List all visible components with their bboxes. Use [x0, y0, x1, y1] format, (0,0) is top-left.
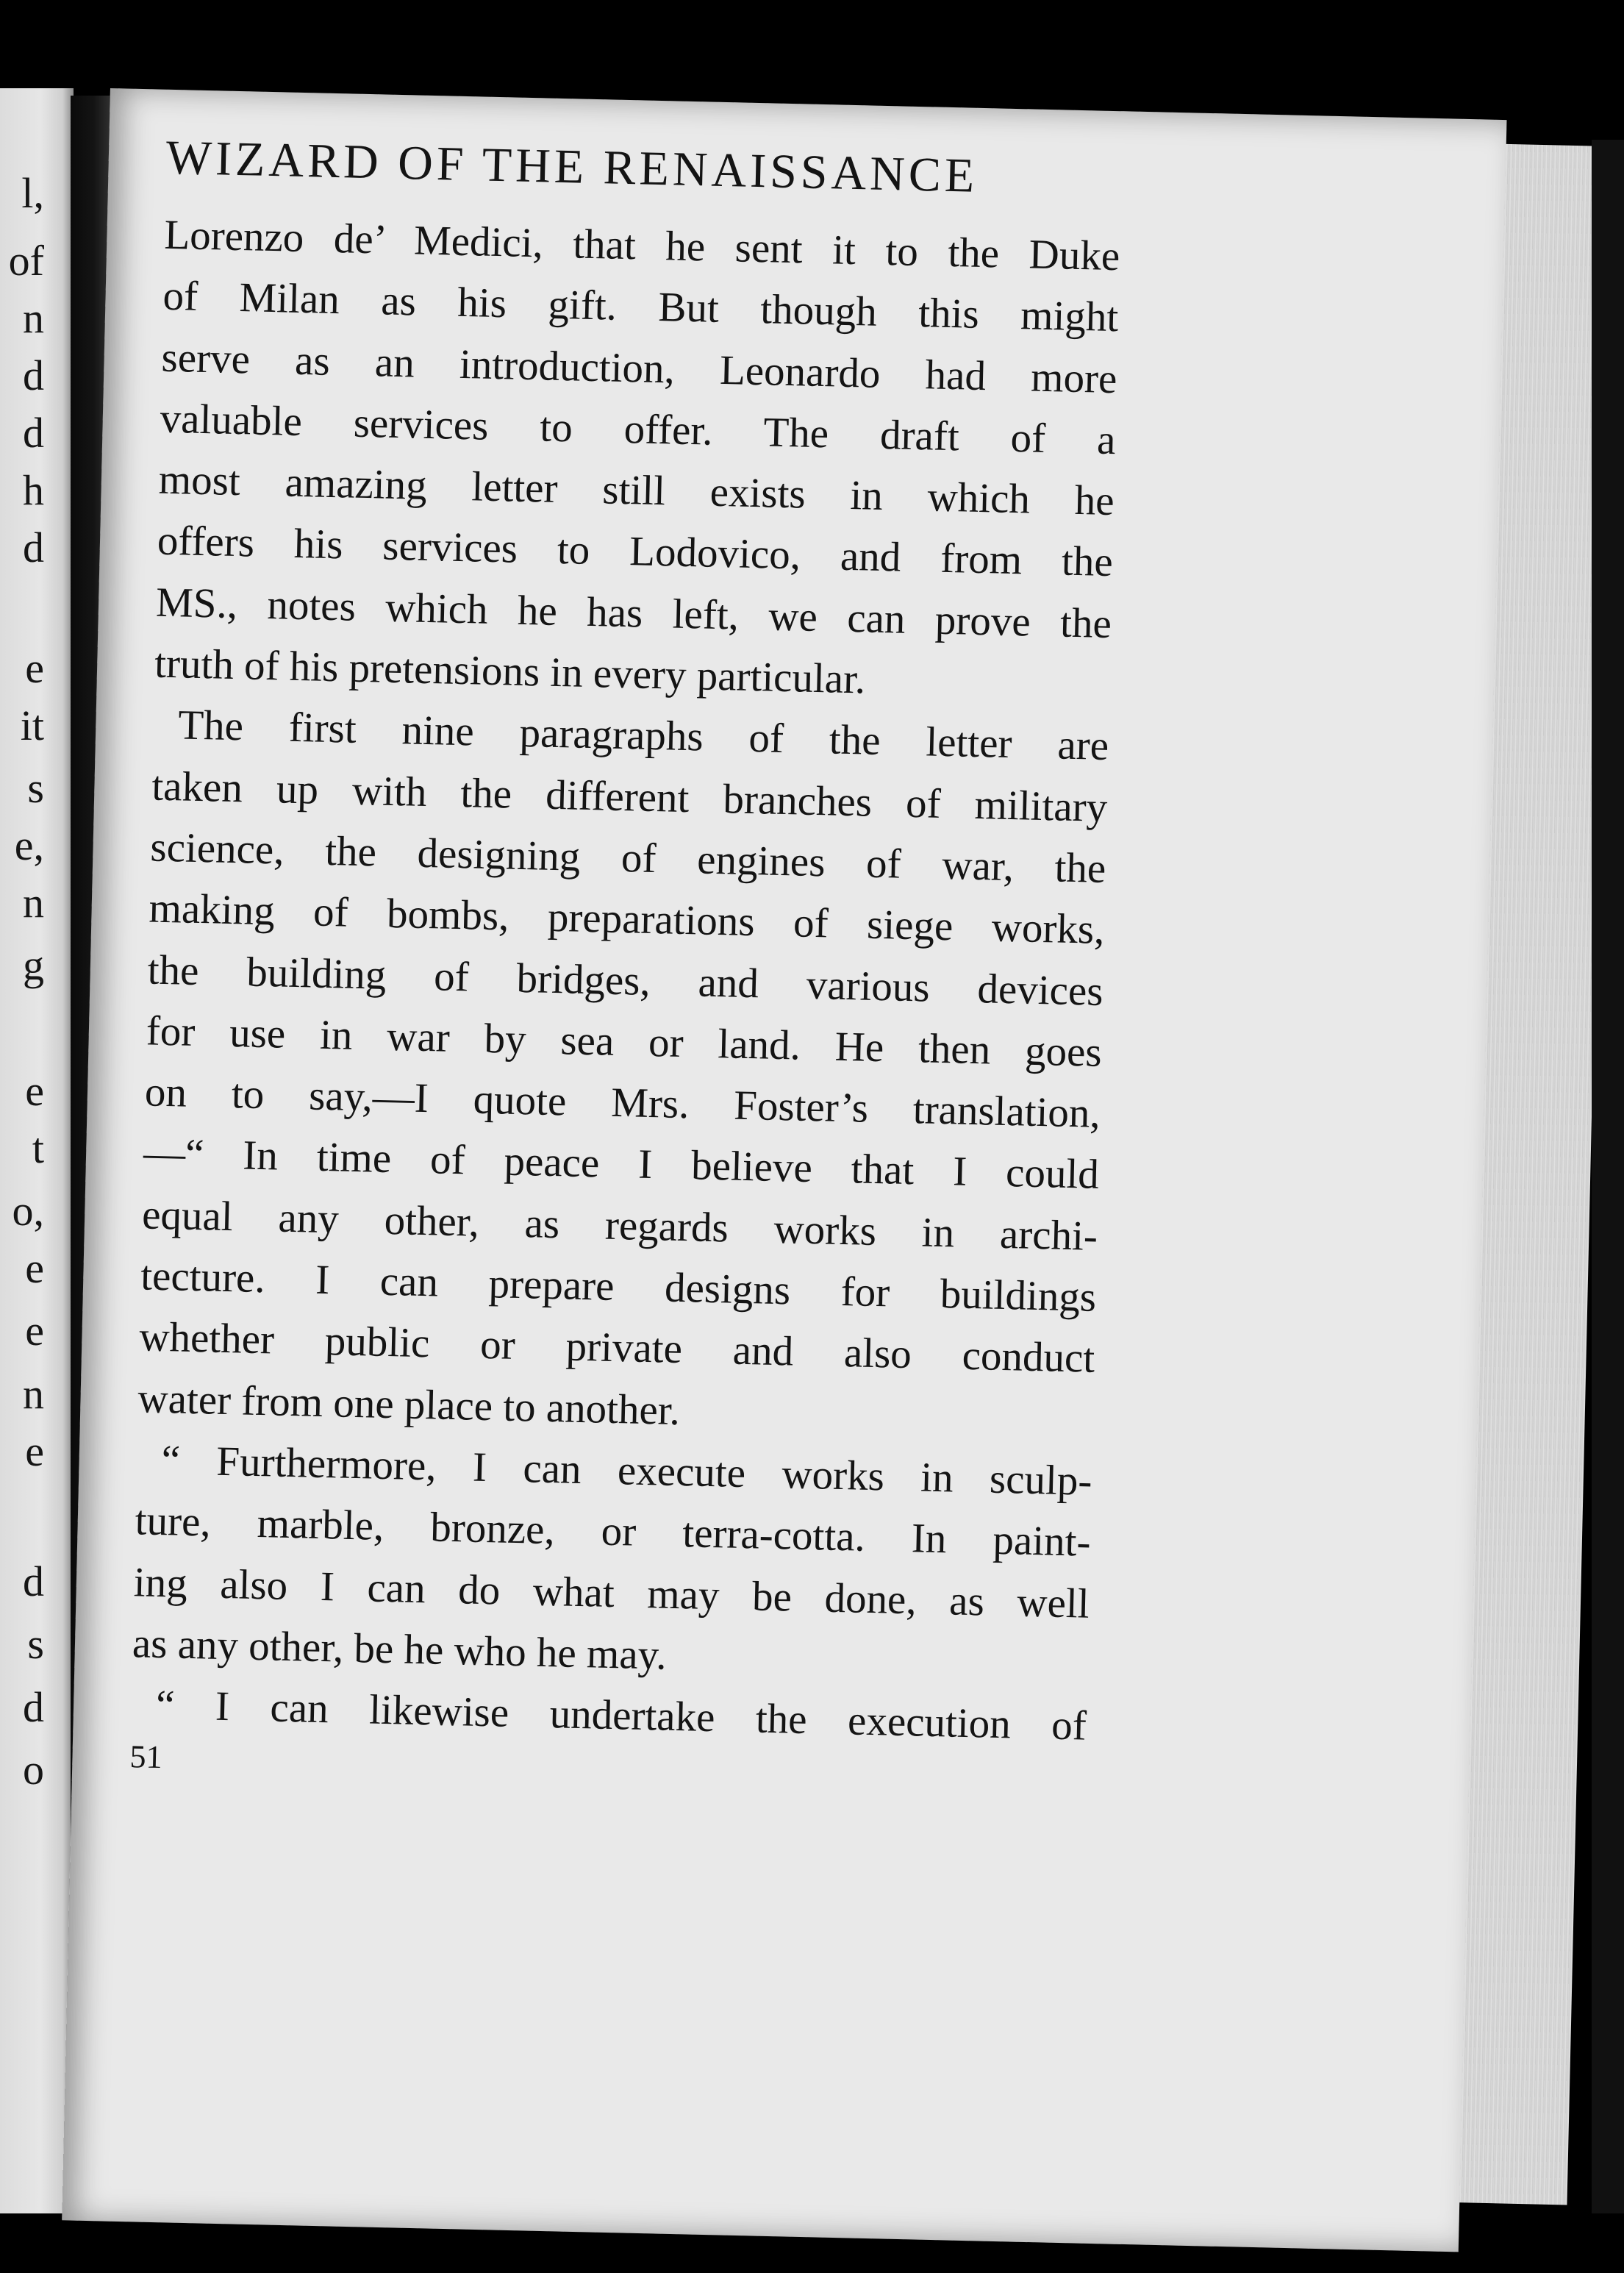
text-line: whether public or private and also conduct — [138, 1313, 1095, 1382]
running-head: WIZARD OF THE RENAISSANCE — [165, 130, 979, 203]
previous-page-text-fragment: d — [23, 524, 44, 572]
text-line: “ I can likewise undertake the execution of — [155, 1682, 1087, 1749]
text-line: most amazing letter still exists in which he — [158, 456, 1115, 525]
previous-page-text-fragment: d — [23, 409, 44, 457]
text-line: “ Furthermore, I can execute works in sculp- — [160, 1437, 1093, 1505]
previous-page-text-fragment: e — [25, 1427, 44, 1475]
previous-page-text-fragment: e — [25, 643, 44, 692]
previous-page-text-fragment: n — [23, 294, 44, 342]
book-page — [62, 88, 1506, 2252]
previous-page-text-fragment: e — [25, 1307, 44, 1355]
text-line: —“ In time of peace I believe that I could — [143, 1130, 1100, 1199]
text-line: for use in war by sea or land. He then goes — [146, 1007, 1103, 1076]
previous-page-text-fragment: g — [23, 941, 44, 990]
previous-page-text-fragment: it — [20, 701, 44, 749]
previous-page-text-fragment: t — [32, 1124, 44, 1172]
text-line: the building of bridges, and various devices — [147, 946, 1104, 1015]
text-line: on to say,—I quote Mrs. Foster’s translation, — [144, 1068, 1101, 1138]
text-line: truth of his pretensions in every particular. — [154, 640, 866, 703]
previous-page-text-fragment: l, — [21, 168, 44, 217]
background-right — [1592, 140, 1624, 2213]
text-line: equal any other, as regards works in archi- — [141, 1191, 1098, 1260]
text-line: ing also I can do what may be done, as well — [133, 1558, 1090, 1627]
previous-page-text-fragment: e — [25, 1066, 44, 1115]
previous-page-edge — [0, 88, 74, 2213]
text-line: making of bombs, preparations of siege works, — [148, 885, 1106, 954]
text-line: serve as an introduction, Leonardo had more — [161, 334, 1118, 402]
previous-page-text-fragment: o — [23, 1745, 44, 1794]
previous-page-text-fragment: d — [23, 1683, 44, 1731]
page-text-block — [129, 130, 1122, 1795]
text-line: taken up with the different branches of military — [151, 763, 1108, 831]
previous-page-text-fragment: of — [8, 236, 44, 285]
text-line: offers his services to Lodovico, and from the — [157, 518, 1114, 586]
text-line: as any other, be he who he may. — [132, 1620, 668, 1679]
previous-page-text-fragment: o, — [12, 1187, 44, 1235]
body-text — [130, 204, 1120, 1757]
previous-page-text-fragment: d — [23, 1557, 44, 1606]
previous-page-text-fragment: n — [23, 1369, 44, 1418]
text-line: MS., notes which he has left, we can prove the — [155, 579, 1112, 647]
previous-page-text-fragment: s — [27, 764, 44, 812]
previous-page-text-fragment: d — [23, 352, 44, 400]
previous-page-text-fragment: s — [27, 1620, 44, 1669]
text-line: science, the designing of engines of war, the — [149, 824, 1106, 892]
previous-page-text-fragment: n — [23, 879, 44, 927]
text-line: tecture. I can prepare designs for buildings — [140, 1252, 1097, 1321]
text-line: of Milan as his gift. But though this might — [162, 273, 1119, 341]
text-line: water from one place to another. — [137, 1374, 681, 1434]
page-number: 51 — [129, 1738, 163, 1776]
text-line: ture, marble, bronze, or terra-cotta. In paint- — [135, 1497, 1092, 1566]
previous-page-text-fragment: e, — [14, 821, 44, 870]
previous-page-text-fragment: h — [23, 466, 44, 515]
text-line: valuable services to offer. The draft of a — [160, 395, 1117, 464]
text-line: The first nine paragraphs of the letter are — [177, 702, 1109, 770]
previous-page-text-fragment: e — [25, 1244, 44, 1293]
text-line: Lorenzo de’ Medici, that he sent it to the Duke — [163, 211, 1120, 280]
